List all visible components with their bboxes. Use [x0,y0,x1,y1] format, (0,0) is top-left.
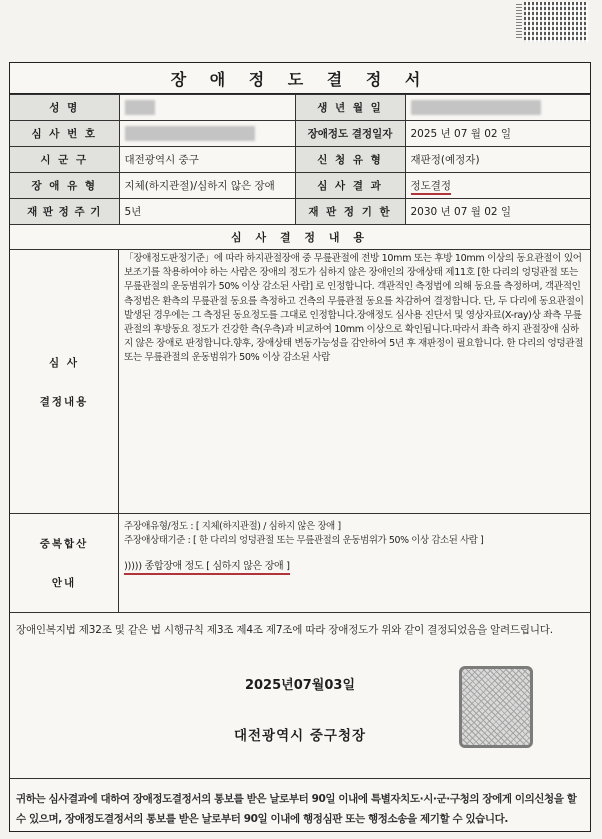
decision-label-line2: 결정내용 [39,395,89,408]
redacted-name [125,100,155,115]
decision-label-line1: 심 사 [49,356,79,369]
application-type-label: 신 청 유 형 [295,147,405,173]
duplicate-row [10,514,590,613]
exam-result-cell [405,173,590,199]
qr-side-text [516,4,522,38]
issuer-name: 대전광역시 중구청장 [233,728,367,744]
info-table [10,94,590,225]
official-seal [459,666,533,748]
decision-date-label: 장애정도 결정일자 [295,121,405,147]
disability-type-value: 지체(하지관절)/심하지 않은 장애 [119,173,295,199]
decision-statement: 장애인복지법 제32조 및 같은 법 시행규칙 제3조 제4조 제7조에 따라 장애정도가 위와 같이 결정되었음을 알려드립니다. [16,624,553,636]
exam-no-value [119,121,295,147]
reexam-deadline-label: 재 판 정 기 한 [295,199,405,225]
reexam-cycle-label: 재 판 정 주 기 [10,199,119,225]
birth-value [405,95,590,121]
main-type-line: 주장애유형/정도 : [ 지체(하지관절) / 심하지 않은 장애 ] [124,521,341,532]
exam-result-label: 심 사 결 과 [295,173,405,199]
appeal-notice: 귀하는 심사결과에 대하여 장애정도결정서의 통보를 받은 날로부터 90일 이내에 특별자치도·시·군·구청의 장에게 이의신청을 할 수 있으며, 장애정도결정서의 통보를 받은 날로부터 90일 이내에 행정심판 또는 행정소송을 제기할 수 있습니다. [16,793,577,825]
duplicate-label [10,514,119,612]
exam-result-value: 정도결정 [411,180,452,195]
document-title: 장 애 정 도 결 정 서 [10,63,590,94]
decision-content-row [10,250,590,514]
decision-content-text: 「장애정도판정기준」에 따라 하지관절장애 중 무릎관절에 전방 10mm 또는 후방 10mm 이상의 동요관절이 있어 보조기를 착용하여야 하는 사람은 장애의 정도가 심하지 않은 장애인의 장애상태 제11호 [한 다리의 엉덩관절 또는 무릎관절의 운동범위가 50% 이상 감소된 사람] 로 인정합니다. 객관적인 측정법에 의해 동요를 측정하며, 객관적인 측정법은 환측의 무릎관절 동요를 측정하고 건측의 무릎관절 동요를 차감하여 결정합니다. 단, 두 다리에 동요관절이 발생된 경우에는 그 측정된 동요정도를 그대로 인정합니다.장애정도 심사용 진단서 및 영상자료(X-ray)상 좌측 무릎관절의 후방동요 정도가 건강한 측(우측)과 비교하여 10mm 이상으로 확인됩니다.따라서 좌측 하지 관절장애 심하지 않은 장애로 판정합니다.향후, 장애상태 변동가능성을 감안하여 5년 후 재판정이 필요합니다. 한 다리의 엉덩관절 또는 무릎관절의 운동범위가 50% 이상 감소된 사람 [124,253,584,364]
duplicate-label-line1: 중복합산 [39,538,89,550]
decision-date-value: 2025 년 07 월 02 일 [405,121,590,147]
section-header: 심 사 결 정 내 용 [10,225,590,250]
duplicate-content [119,514,590,612]
redacted-birth [411,100,541,115]
redacted-exam-no [125,126,255,141]
birth-label: 생 년 월 일 [295,95,405,121]
region-label: 시 군 구 [10,147,119,173]
exam-no-label: 심 사 번 호 [10,121,119,147]
main-criteria-line: 주장애상태기준 : [ 한 다리의 엉덩관절 또는 무릎관절의 운동범위가 50% 이상 감소된 사람 ] [124,534,484,546]
qr-code-overlay [524,2,588,42]
overall-disability-summary: ))))) 종합장애 정도 [ 심하지 않은 장애 ] [124,561,290,575]
name-label: 성 명 [10,95,119,121]
issue-area [10,646,590,779]
name-value [119,95,295,121]
duplicate-label-line2: 안내 [51,577,77,589]
region-value: 대전광역시 중구 [119,147,295,173]
document-sheet [9,62,591,832]
summary-wrap [124,560,585,574]
disability-type-label: 장 애 유 형 [10,173,119,199]
application-type-value: 재판정(예정자) [405,147,590,173]
reexam-cycle-value: 5년 [119,199,295,225]
decision-content-label [10,250,119,513]
reexam-deadline-value: 2030 년 07 월 02 일 [405,199,590,225]
issue-date: 2025년07월03일 [244,678,356,693]
